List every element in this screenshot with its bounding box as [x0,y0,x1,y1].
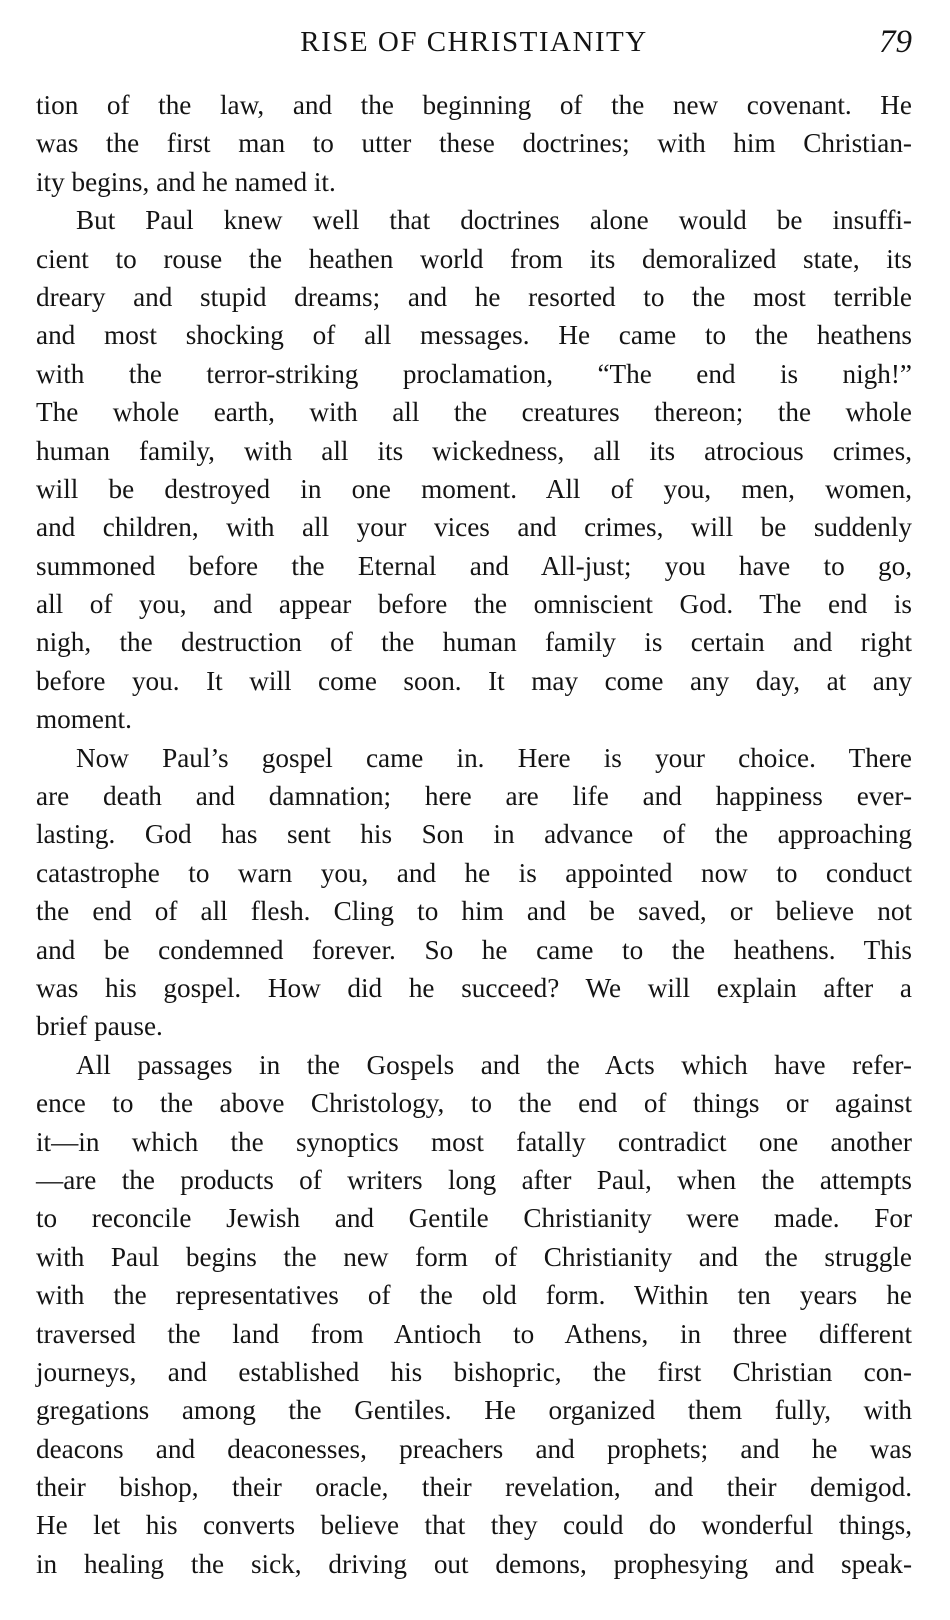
text-line: it—in which the synoptics most fatally contradict one another [36,1126,912,1157]
text-line: to reconcile Jewish and Gentile Christianity were made. For [36,1203,912,1234]
text-line: in healing the sick, driving out demons, prophesying and speak- [36,1548,912,1579]
text-line: All passages in the Gospels and the Acts which have refer- [76,1049,912,1080]
text-line: will be destroyed in one moment. All of you, men, women, [36,473,912,504]
text-line: with Paul begins the new form of Christianity and the struggle [36,1241,912,1272]
text-line: The whole earth, with all the creatures thereon; the whole [36,397,912,428]
text-line: lasting. God has sent his Son in advance of the approaching [36,819,912,850]
page-number: 79 [879,24,912,60]
text-line: cient to rouse the heathen world from its demoralized state, its [36,243,912,274]
body-text [36,86,912,1583]
text-line: gregations among the Gentiles. He organized them fully, with [36,1395,912,1426]
text-line: was his gospel. How did he succeed? We will explain after a [36,972,912,1003]
book-page [36,20,912,1610]
text-line: nigh, the destruction of the human family is certain and right [36,627,912,658]
text-line: Now Paul’s gospel came in. Here is your choice. There [76,742,912,773]
text-line: —are the products of writers long after Paul, when the attempts [36,1164,912,1195]
running-title: RISE OF CHRISTIANITY [300,26,648,58]
text-line: journeys, and established his bishopric, the first Christian con- [36,1356,912,1387]
text-line: their bishop, their oracle, their revelation, and their demigod. [36,1472,912,1503]
text-line: are death and damnation; here are life and happiness ever- [36,781,912,812]
text-line: moment. [36,704,132,735]
text-line: dreary and stupid dreams; and he resorted to the most terrible [36,281,912,312]
text-line: brief pause. [36,1011,163,1042]
text-line: with the terror-striking proclamation, “The end is nigh!” [36,358,912,389]
text-line: was the first man to utter these doctrines; with him Christian- [36,128,912,159]
text-line: catastrophe to warn you, and he is appointed now to conduct [36,857,912,888]
paragraph [36,201,912,738]
running-head [36,20,912,74]
text-line: human family, with all its wickedness, all its atrocious crimes, [36,435,912,466]
paragraph [36,1046,912,1583]
text-line: and most shocking of all messages. He came to the heathens [36,320,912,351]
text-line: He let his converts believe that they could do wonderful things, [36,1510,912,1541]
text-line: all of you, and appear before the omniscient God. The end is [36,589,912,620]
paragraph [36,86,912,201]
text-line: and be condemned forever. So he came to the heathens. This [36,934,912,965]
text-line: tion of the law, and the beginning of the new covenant. He [36,90,912,120]
text-line: deacons and deaconesses, preachers and prophets; and he was [36,1433,912,1464]
text-line: traversed the land from Antioch to Athens, in three different [36,1318,912,1349]
text-line: and children, with all your vices and crimes, will be suddenly [36,512,912,543]
text-line: before you. It will come soon. It may come any day, at any [36,665,912,696]
text-line: with the representatives of the old form. Within ten years he [36,1280,912,1311]
text-line: ence to the above Christology, to the end of things or against [36,1088,912,1119]
text-line: ity begins, and he named it. [36,166,336,197]
text-line: summoned before the Eternal and All-just; you have to go, [36,550,912,581]
text-line: But Paul knew well that doctrines alone would be insuffi- [76,205,912,236]
paragraph [36,739,912,1046]
text-line: the end of all flesh. Cling to him and be saved, or believe not [36,896,912,927]
